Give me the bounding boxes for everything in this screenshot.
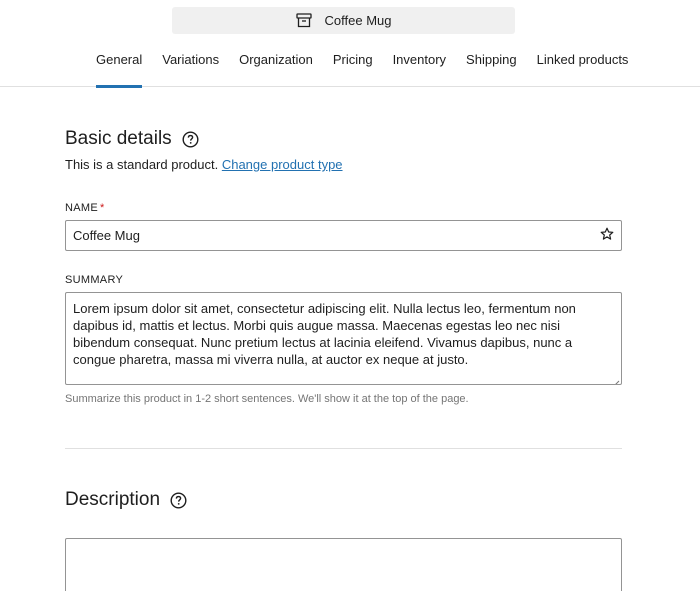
description-title: Description bbox=[65, 489, 161, 510]
product-type-text: This is a standard product. bbox=[65, 157, 219, 172]
tab-organization[interactable]: Organization bbox=[239, 52, 313, 67]
summary-label: SUMMARY bbox=[65, 274, 124, 286]
archive-icon bbox=[296, 13, 312, 28]
section-divider bbox=[65, 448, 622, 449]
tab-inventory[interactable]: Inventory bbox=[392, 52, 447, 67]
tab-general[interactable]: General bbox=[86, 40, 152, 87]
star-icon[interactable] bbox=[600, 227, 614, 244]
editor-header bbox=[0, 0, 700, 87]
basic-details-heading bbox=[65, 128, 199, 150]
tab-shipping[interactable]: Shipping bbox=[466, 52, 517, 67]
help-icon[interactable] bbox=[170, 492, 187, 509]
name-label bbox=[65, 202, 105, 214]
document-title: Coffee Mug bbox=[324, 13, 392, 28]
tab-variations[interactable]: Variations bbox=[162, 52, 220, 67]
required-mark: * bbox=[99, 202, 105, 214]
name-value: Coffee Mug bbox=[73, 228, 140, 243]
summary-value: Lorem ipsum dolor sit amet, consectetur adipiscing elit. Nulla lectus leo, fermentum non dapibus id, mattis et lectus. Morbi quis augue massa. Maecenas egestas leo nec nisi bibendum consequat. Nunc pretium lectus at lacinia eleifend. Vivamus dapibus, nunc a congue pharetra, massa mi viverra nulla, at auctor ex neque at justo. bbox=[73, 301, 576, 367]
name-field[interactable] bbox=[65, 220, 622, 251]
document-title-bar[interactable] bbox=[172, 7, 515, 34]
product-type-line bbox=[65, 157, 343, 172]
change-product-type-link[interactable]: Change product type bbox=[221, 157, 343, 172]
resize-grip-icon[interactable] bbox=[612, 375, 620, 383]
help-icon[interactable] bbox=[182, 131, 199, 148]
product-tabs bbox=[86, 40, 638, 87]
summary-help-text: Summarize this product in 1-2 short sentences. We'll show it at the top of the page. bbox=[65, 393, 469, 405]
summary-textarea[interactable] bbox=[65, 292, 622, 385]
tab-pricing[interactable]: Pricing bbox=[332, 52, 373, 67]
tab-linked-products[interactable]: Linked products bbox=[536, 52, 629, 67]
name-label-text: NAME bbox=[65, 202, 98, 214]
description-editor[interactable] bbox=[65, 538, 622, 591]
description-heading bbox=[65, 489, 187, 511]
basic-details-title: Basic details bbox=[65, 128, 172, 149]
